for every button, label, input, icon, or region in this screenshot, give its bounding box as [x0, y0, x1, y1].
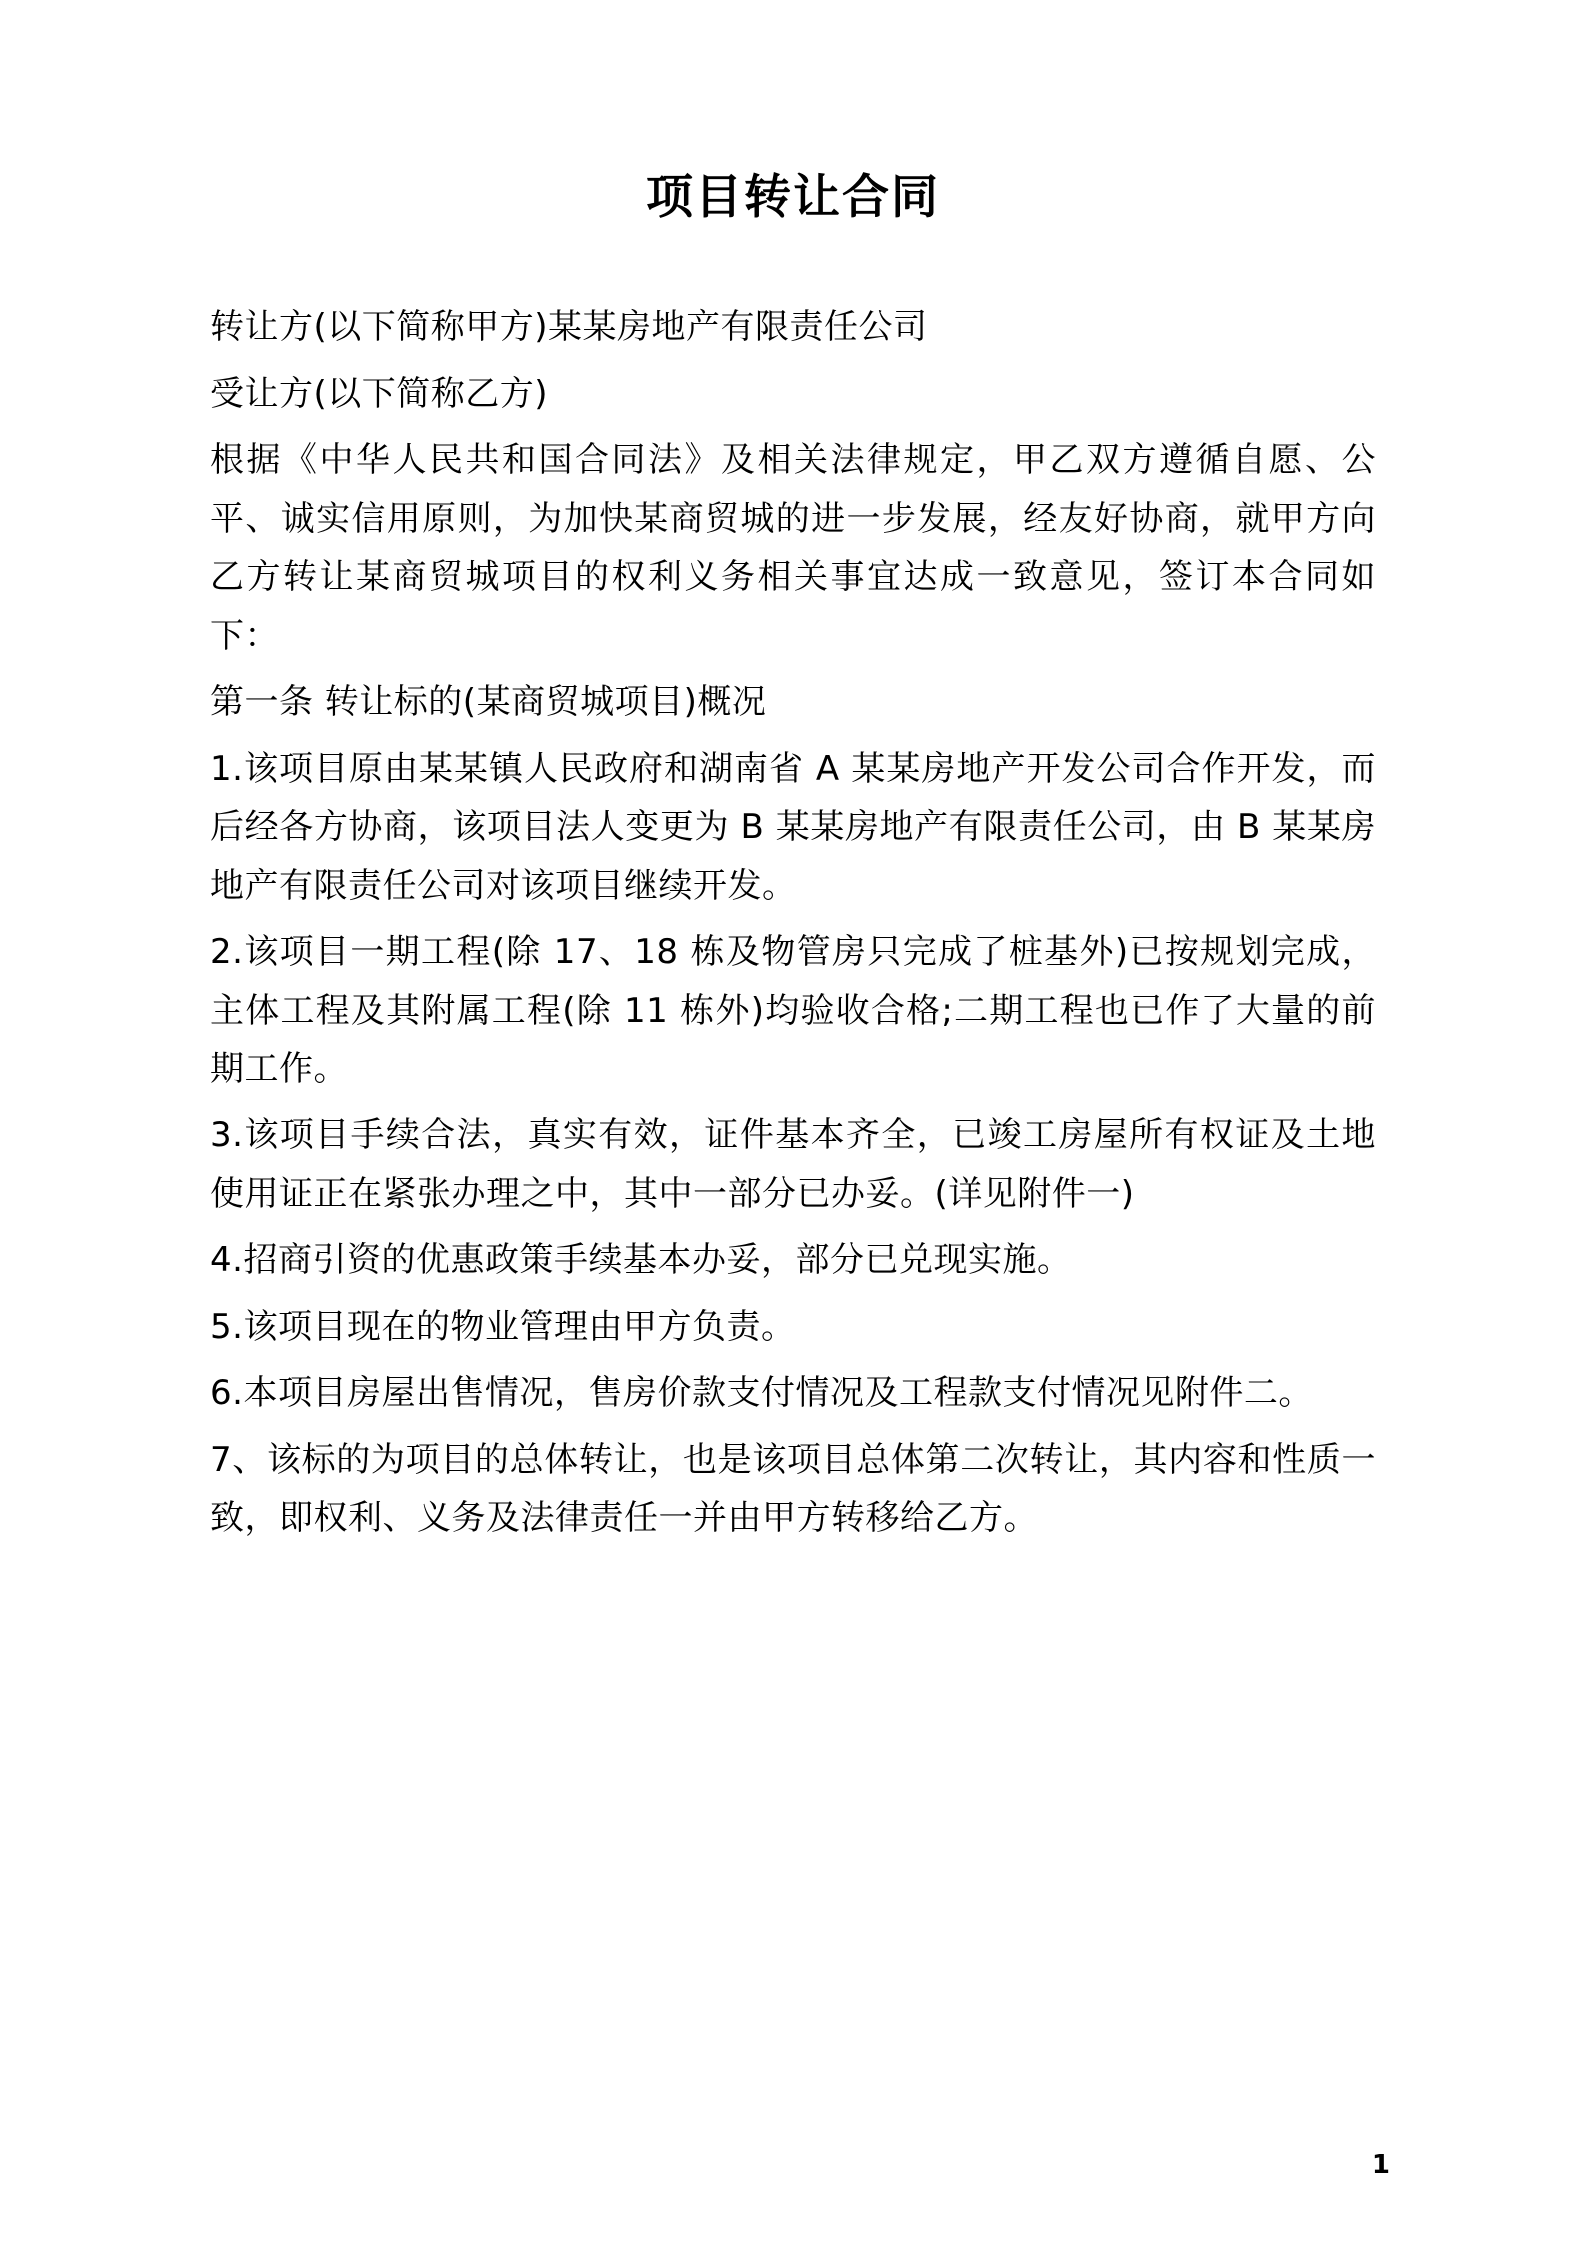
page-title: 项目转让合同: [646, 170, 940, 225]
paragraph-item-7: 7、该标的为项目的总体转让，也是该项目总体第二次转让，其内容和性质一致，即权利、义务及法律责任一并由甲方转移给乙方。: [210, 1439, 1376, 1539]
paragraph-preamble: 根据《中华人民共和国合同法》及相关法律规定，甲乙双方遵循自愿、公平、诚实信用原则，为加快某商贸城的进一步发展，经友好协商，就甲方向乙方转让某商贸城项目的权利义务相关事宜达成一致意见，签订本合同如下：: [210, 440, 1376, 656]
paragraph-item-2: 2.该项目一期工程(除 17、18 栋及物管房只完成了桩基外)已按规划完成，主体工程及其附属工程(除 11 栋外)均验收合格;二期工程也已作了大量的前期工作。: [210, 932, 1376, 1090]
paragraph-transferor: 转让方(以下简称甲方)某某房地产有限责任公司: [210, 307, 928, 348]
paragraph-item-5: 5.该项目现在的物业管理由甲方负责。: [210, 1306, 796, 1347]
paragraph-item-1: 1.该项目原由某某镇人民政府和湖南省 A 某某房地产开发公司合作开发，而后经各方协商，该项目法人变更为 B 某某房地产有限责任公司，由 B 某某房地产有限责任公司对该项目继续开发。: [210, 748, 1376, 906]
paragraph-item-4: 4.招商引资的优惠政策手续基本办妥，部分已兑现实施。: [210, 1240, 1072, 1281]
paragraph-item-3: 3.该项目手续合法，真实有效，证件基本齐全，已竣工房屋所有权证及土地使用证正在紧张办理之中，其中一部分已办妥。(详见附件一): [210, 1115, 1376, 1214]
paragraph-transferee: 受让方(以下简称乙方): [210, 373, 549, 414]
paragraph-item-6: 6.本项目房屋出售情况，售房价款支付情况及工程款支付情况见附件二。: [210, 1373, 1313, 1414]
paragraph-article-one-heading: 第一条 转让标的(某商贸城项目)概况: [210, 682, 767, 723]
page-number: 1: [1371, 2150, 1390, 2180]
document-body: [210, 298, 1376, 1547]
